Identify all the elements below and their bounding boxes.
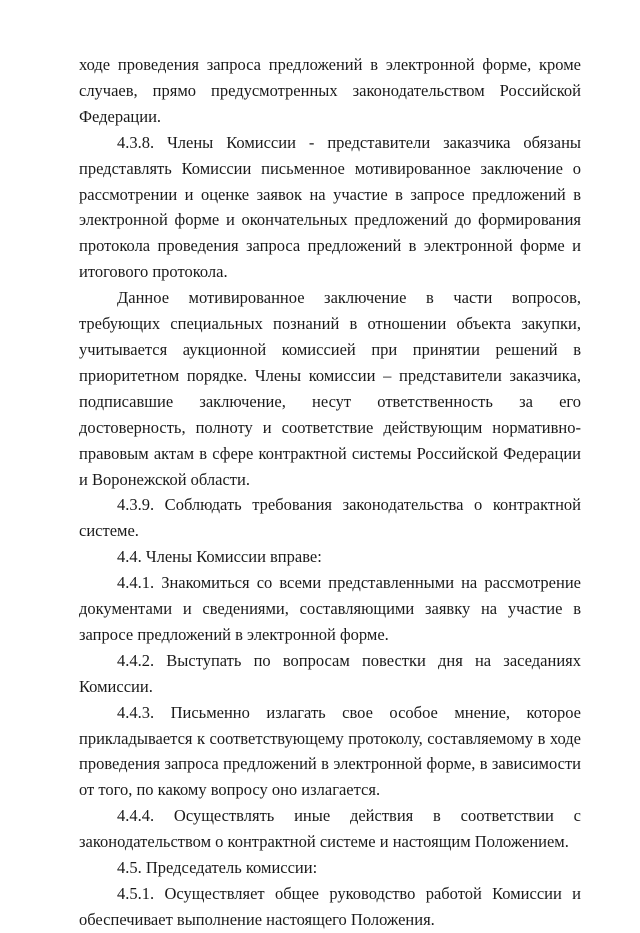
document-body [79,52,581,933]
paragraph-4-5: 4.5. Председатель комиссии: [117,858,318,878]
paragraph-4-5-1: 4.5.1. Осуществляет общее руководство работой Комиссии и обеспечивает выполнение настоящего Положения. [79,884,581,929]
paragraph-4-4-3: 4.4.3. Письменно излагать свое особое мнение, которое прикладывается к соответствующему протоколу, составляемому в ходе проведения запроса предложений в электронной форме, в зависимости от того, по какому вопросу оно излагается. [79,702,581,800]
paragraph-reasoned-conclusion: Данное мотивированное заключение в части вопросов, требующих специальных познаний в отношении объекта закупки, учитывается аукционной комиссией при принятии решений в приоритетном порядке. Члены комиссии – представители заказчика, подписавшие заключение, несут ответственность за его достоверность, полноту и соответствие действующим нормативно-правовым актам в сфере контрактной системы Российской Федерации и Воронежской области. [79,288,581,489]
paragraph-4-4-1: 4.4.1. Знакомиться со всеми представленными на рассмотрение документами и сведениями, составляющими заявку на участие в запросе предложений в электронной форме. [79,573,581,644]
paragraph-continuation: ходе проведения запроса предложений в электронной форме, кроме случаев, прямо предусмотренных законодательством Российской Федерации. [79,55,581,126]
paragraph-4-3-8: 4.3.8. Члены Комиссии - представители заказчика обязаны представлять Комиссии письменное мотивированное заключение о рассмотрении и оценке заявок на участие в запросе предложений в электронной форме и окончательных предложений до формирования протокола проведения запроса предложений в электронной форме и итогового протокола. [79,132,581,282]
paragraph-4-4-4: 4.4.4. Осуществлять иные действия в соответствии с законодательством о контрактной системе и настоящим Положением. [79,806,581,852]
paragraph-4-4-2: 4.4.2. Выступать по вопросам повестки дня на заседаниях Комиссии. [79,650,581,696]
paragraph-4-3-9: 4.3.9. Соблюдать требования законодательства о контрактной системе. [79,495,581,541]
paragraph-4-4: 4.4. Члены Комиссии вправе: [117,547,322,567]
